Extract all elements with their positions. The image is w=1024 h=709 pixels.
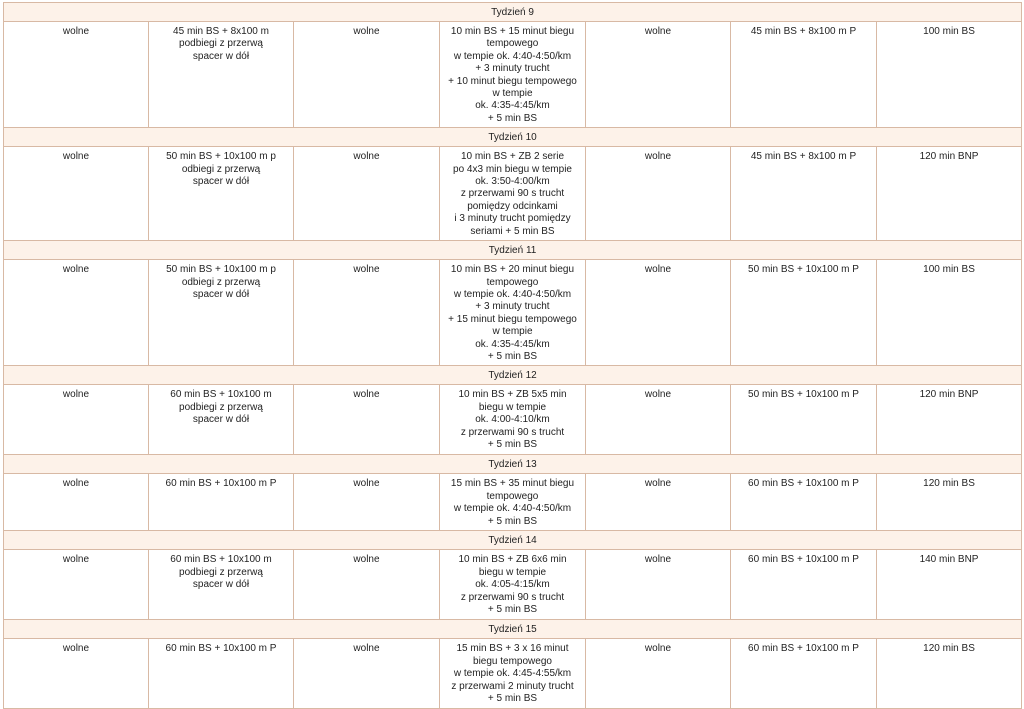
week-days-row [4, 639, 1022, 709]
week-label: Tydzień 14 [4, 531, 1022, 550]
day-7-cell: 120 min BS [877, 639, 1022, 709]
day-1-cell: wolne [4, 147, 149, 241]
day-1-cell: wolne [4, 260, 149, 366]
day-4-cell: 10 min BS + ZB 2 serie po 4x3 min biegu w tempie ok. 3:50-4:00/km z przerwami 90 s trucht pomiędzy odcinkami i 3 minuty trucht pomiędzy seriami + 5 min BS [440, 147, 586, 241]
day-6-cell: 50 min BS + 10x100 m P [731, 385, 877, 455]
day-1-cell: wolne [4, 385, 149, 455]
week-days-row [4, 147, 1022, 241]
day-5-cell: wolne [586, 260, 731, 366]
day-3-cell: wolne [294, 474, 440, 531]
week-header-row [4, 620, 1022, 639]
day-1-cell: wolne [4, 550, 149, 620]
day-1-cell: wolne [4, 639, 149, 709]
day-1-cell: wolne [4, 474, 149, 531]
week-days-row [4, 474, 1022, 531]
training-plan-body [4, 3, 1022, 709]
day-4-cell: 10 min BS + 20 minut biegu tempowego w tempie ok. 4:40-4:50/km + 3 minuty trucht + 15 minut biegu tempowego w tempie ok. 4:35-4:45/km + 5 min BS [440, 260, 586, 366]
day-7-cell: 120 min BS [877, 474, 1022, 531]
day-7-cell: 100 min BS [877, 260, 1022, 366]
week-header-row [4, 3, 1022, 22]
day-5-cell: wolne [586, 385, 731, 455]
week-label: Tydzień 10 [4, 128, 1022, 147]
day-2-cell: 60 min BS + 10x100 m podbiegi z przerwą spacer w dół [149, 550, 294, 620]
day-3-cell: wolne [294, 147, 440, 241]
day-2-cell: 45 min BS + 8x100 m podbiegi z przerwą spacer w dół [149, 22, 294, 128]
day-2-cell: 60 min BS + 10x100 m podbiegi z przerwą spacer w dół [149, 385, 294, 455]
week-header-row [4, 455, 1022, 474]
day-3-cell: wolne [294, 550, 440, 620]
day-6-cell: 60 min BS + 10x100 m P [731, 474, 877, 531]
day-2-cell: 60 min BS + 10x100 m P [149, 474, 294, 531]
week-days-row [4, 260, 1022, 366]
day-3-cell: wolne [294, 639, 440, 709]
day-7-cell: 140 min BNP [877, 550, 1022, 620]
day-4-cell: 15 min BS + 35 minut biegu tempowego w tempie ok. 4:40-4:50/km + 5 min BS [440, 474, 586, 531]
day-5-cell: wolne [586, 639, 731, 709]
week-label: Tydzień 12 [4, 366, 1022, 385]
day-7-cell: 120 min BNP [877, 147, 1022, 241]
day-5-cell: wolne [586, 147, 731, 241]
week-days-row [4, 22, 1022, 128]
week-header-row [4, 241, 1022, 260]
week-header-row [4, 128, 1022, 147]
day-7-cell: 100 min BS [877, 22, 1022, 128]
day-4-cell: 10 min BS + 15 minut biegu tempowego w tempie ok. 4:40-4:50/km + 3 minuty trucht + 10 minut biegu tempowego w tempie ok. 4:35-4:45/km + 5 min BS [440, 22, 586, 128]
day-3-cell: wolne [294, 260, 440, 366]
day-2-cell: 60 min BS + 10x100 m P [149, 639, 294, 709]
day-6-cell: 60 min BS + 10x100 m P [731, 550, 877, 620]
day-2-cell: 50 min BS + 10x100 m p odbiegi z przerwą spacer w dół [149, 147, 294, 241]
day-6-cell: 60 min BS + 10x100 m P [731, 639, 877, 709]
day-1-cell: wolne [4, 22, 149, 128]
week-label: Tydzień 15 [4, 620, 1022, 639]
day-4-cell: 10 min BS + ZB 6x6 min biegu w tempie ok. 4:05-4:15/km z przerwami 90 s trucht + 5 min BS [440, 550, 586, 620]
day-3-cell: wolne [294, 22, 440, 128]
week-label: Tydzień 11 [4, 241, 1022, 260]
week-label: Tydzień 9 [4, 3, 1022, 22]
week-header-row [4, 531, 1022, 550]
training-plan-table [3, 2, 1022, 709]
day-2-cell: 50 min BS + 10x100 m p odbiegi z przerwą spacer w dół [149, 260, 294, 366]
week-label: Tydzień 13 [4, 455, 1022, 474]
week-header-row [4, 366, 1022, 385]
day-6-cell: 50 min BS + 10x100 m P [731, 260, 877, 366]
week-days-row [4, 385, 1022, 455]
day-5-cell: wolne [586, 550, 731, 620]
day-5-cell: wolne [586, 474, 731, 531]
day-7-cell: 120 min BNP [877, 385, 1022, 455]
day-6-cell: 45 min BS + 8x100 m P [731, 22, 877, 128]
day-3-cell: wolne [294, 385, 440, 455]
day-4-cell: 15 min BS + 3 x 16 minut biegu tempowego w tempie ok. 4:45-4:55/km z przerwami 2 minuty trucht + 5 min BS [440, 639, 586, 709]
day-4-cell: 10 min BS + ZB 5x5 min biegu w tempie ok. 4:00-4:10/km z przerwami 90 s trucht + 5 min BS [440, 385, 586, 455]
day-5-cell: wolne [586, 22, 731, 128]
day-6-cell: 45 min BS + 8x100 m P [731, 147, 877, 241]
week-days-row [4, 550, 1022, 620]
